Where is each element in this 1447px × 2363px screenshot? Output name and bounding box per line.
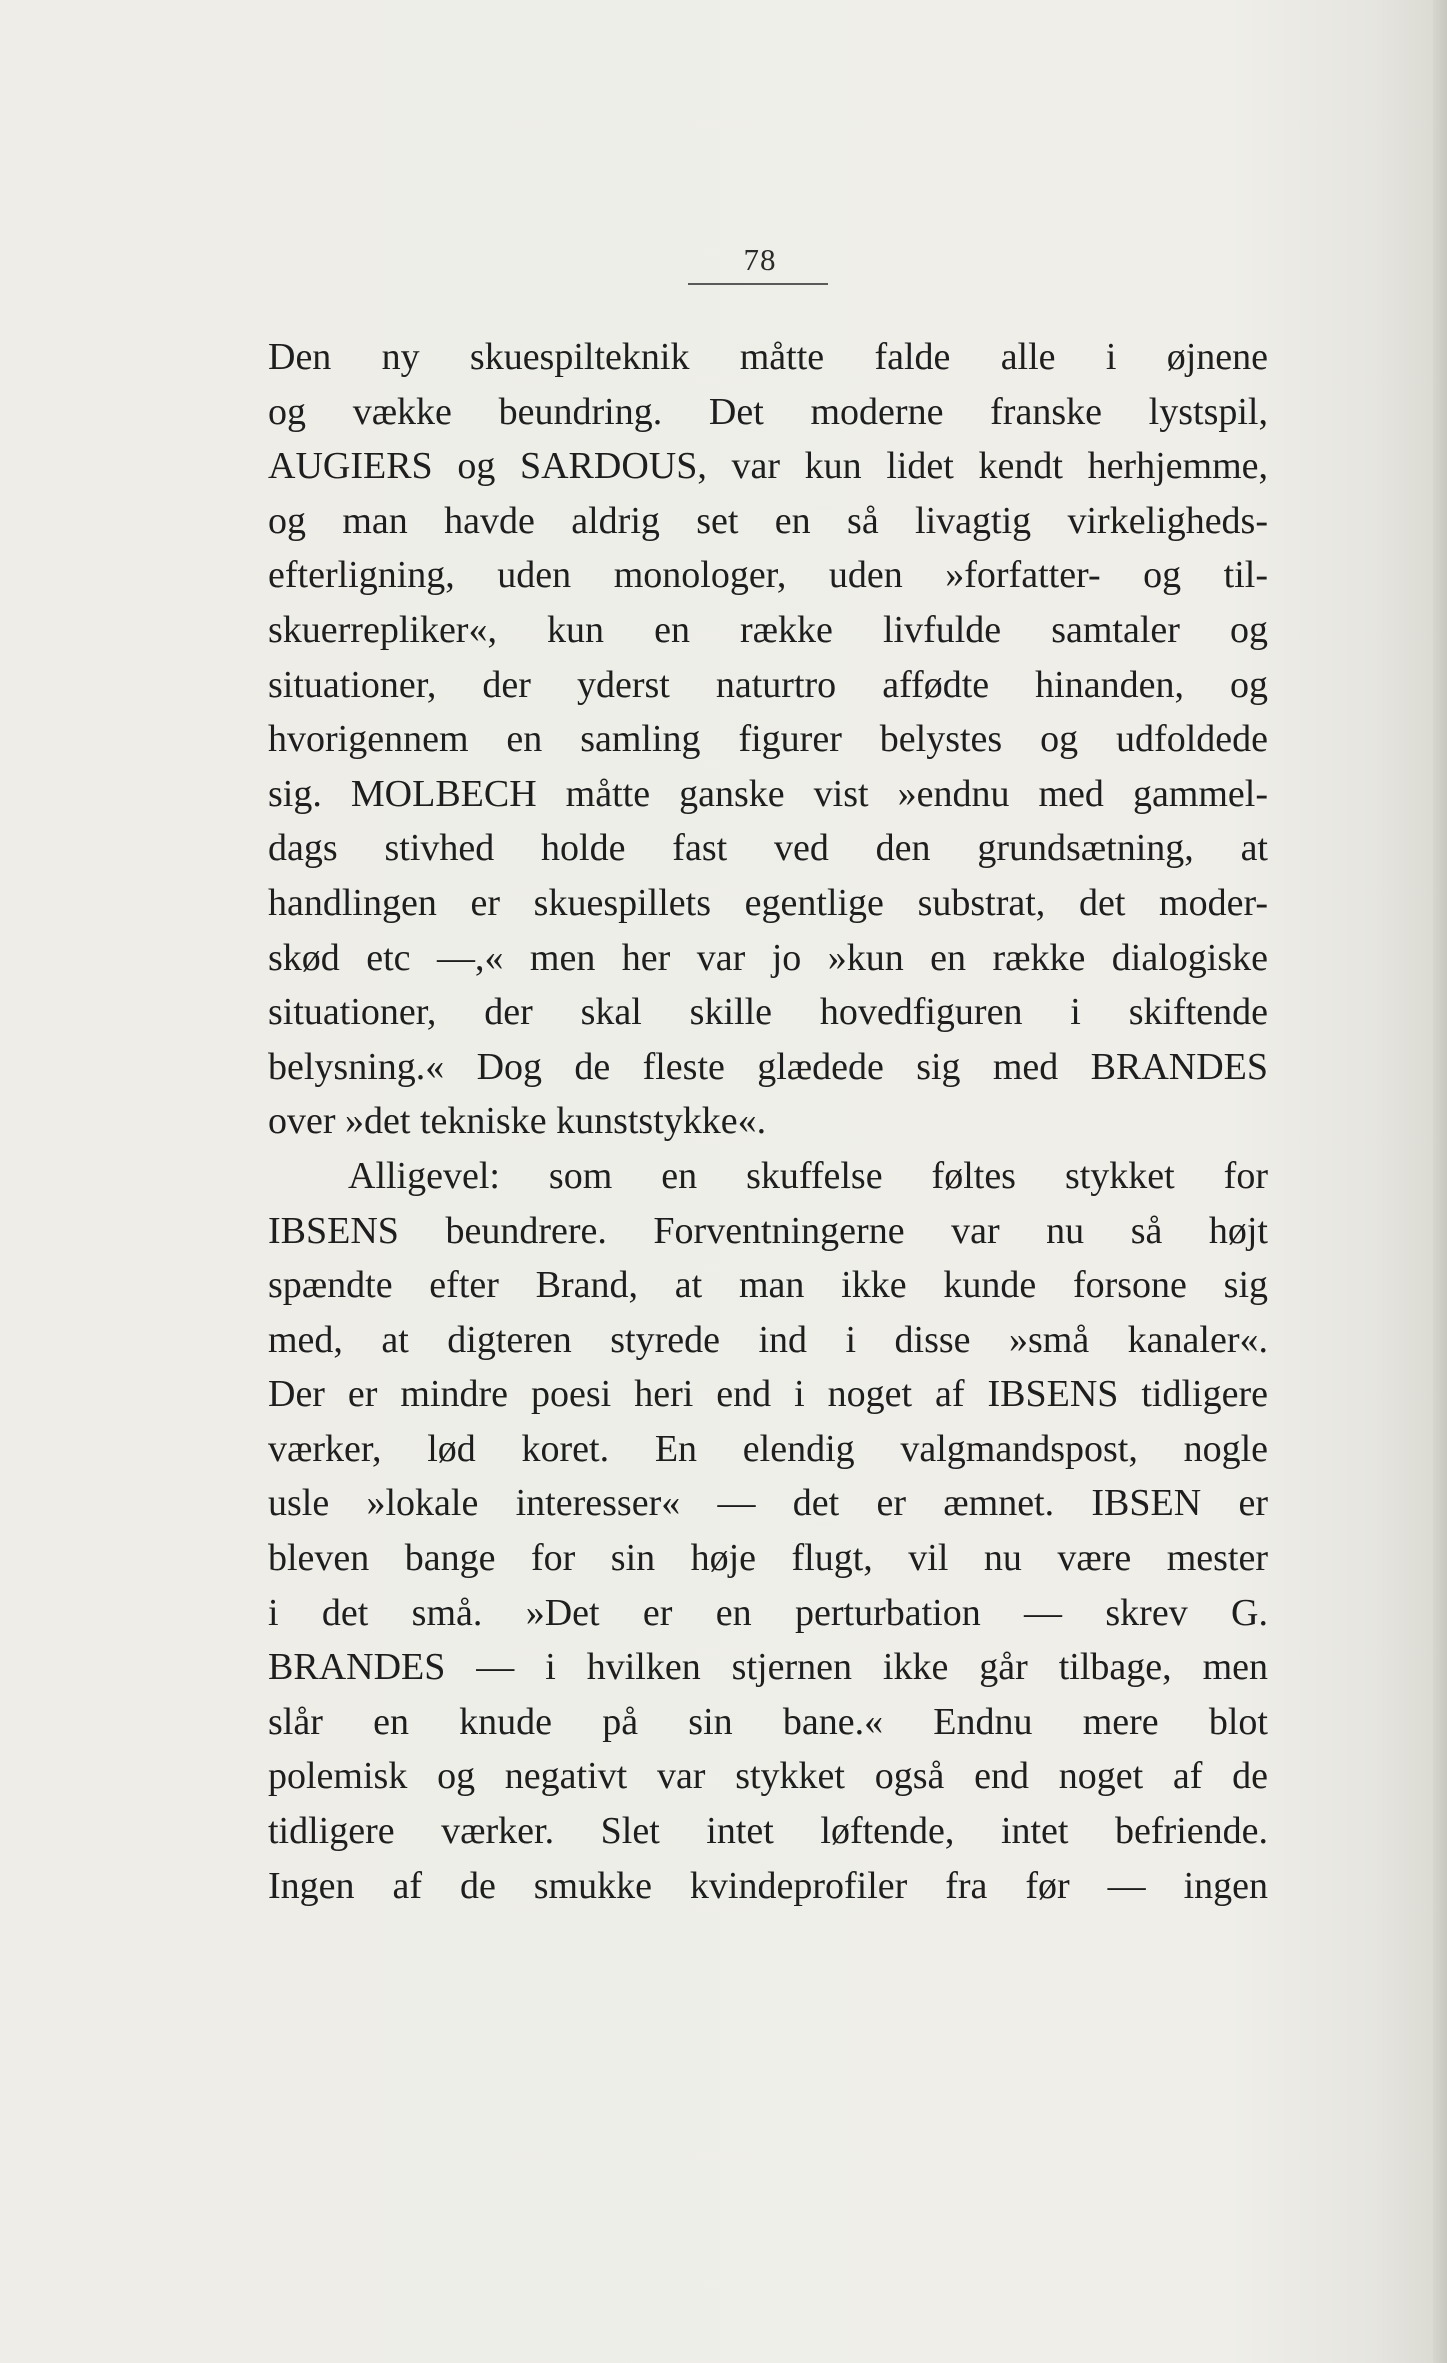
text-line: bleven bange for sin høje flugt, vil nu være mester	[268, 1537, 1268, 1580]
text-line: efterligning, uden monologer, uden »forfatter- og til-	[268, 554, 1268, 597]
text-line: tidligere værker. Slet intet løftende, intet befriende.	[268, 1810, 1268, 1853]
text-line-paragraph-start: Alligevel: som en skuffelse føltes stykket for	[348, 1154, 1268, 1197]
page-number: 78	[743, 242, 777, 277]
body-text	[268, 330, 1268, 1913]
text-line: AUGIERS og SARDOUS, var kun lidet kendt herhjemme,	[268, 445, 1268, 488]
text-line: skød etc —,« men her var jo »kun en række dialogiske	[268, 936, 1268, 979]
text-line: slår en knude på sin bane.« Endnu mere blot	[268, 1700, 1268, 1743]
text-line: spændte efter Brand, at man ikke kunde forsone sig	[268, 1264, 1268, 1307]
text-line: i det små. »Det er en perturbation — skrev G.	[268, 1591, 1268, 1634]
text-line: Der er mindre poesi heri end i noget af IBSENS tidligere	[268, 1373, 1268, 1416]
page-edge-shadow	[1433, 0, 1447, 2363]
text-line: usle »lokale interesser« — det er æmnet. IBSEN er	[268, 1482, 1268, 1525]
text-line: dags stivhed holde fast ved den grundsætning, at	[268, 827, 1268, 870]
text-line: Ingen af de smukke kvindeprofiler fra før — ingen	[268, 1864, 1268, 1907]
text-line: værker, lød koret. En elendig valgmandspost, nogle	[268, 1427, 1268, 1470]
text-line: polemisk og negativt var stykket også end noget af de	[268, 1755, 1268, 1798]
text-line: Den ny skuespilteknik måtte falde alle i øjnene	[268, 336, 1268, 378]
page-number-rule	[688, 283, 828, 285]
text-line: og man havde aldrig set en så livagtig virkeligheds-	[268, 499, 1268, 542]
text-line: med, at digteren styrede ind i disse »små kanaler«.	[268, 1318, 1268, 1361]
text-line: hvorigennem en samling figurer belystes og udfoldede	[268, 718, 1268, 761]
text-line: over »det tekniske kunststykke«.	[268, 1100, 767, 1143]
text-line: situationer, der skal skille hovedfiguren i skiftende	[268, 991, 1268, 1034]
text-line: handlingen er skuespillets egentlige substrat, det moder-	[268, 881, 1268, 924]
text-line: og vække beundring. Det moderne franske lystspil,	[268, 390, 1268, 433]
text-line: skuerrepliker«, kun en række livfulde samtaler og	[268, 608, 1268, 651]
text-line: sig. MOLBECH måtte ganske vist »endnu med gammel-	[268, 772, 1268, 815]
text-line: IBSENS beundrere. Forventningerne var nu så højt	[268, 1209, 1268, 1252]
text-line: BRANDES — i hvilken stjernen ikke går tilbage, men	[268, 1646, 1268, 1689]
text-line: situationer, der yderst naturtro affødte hinanden, og	[268, 663, 1268, 706]
text-line: belysning.« Dog de fleste glædede sig med BRANDES	[268, 1045, 1268, 1088]
